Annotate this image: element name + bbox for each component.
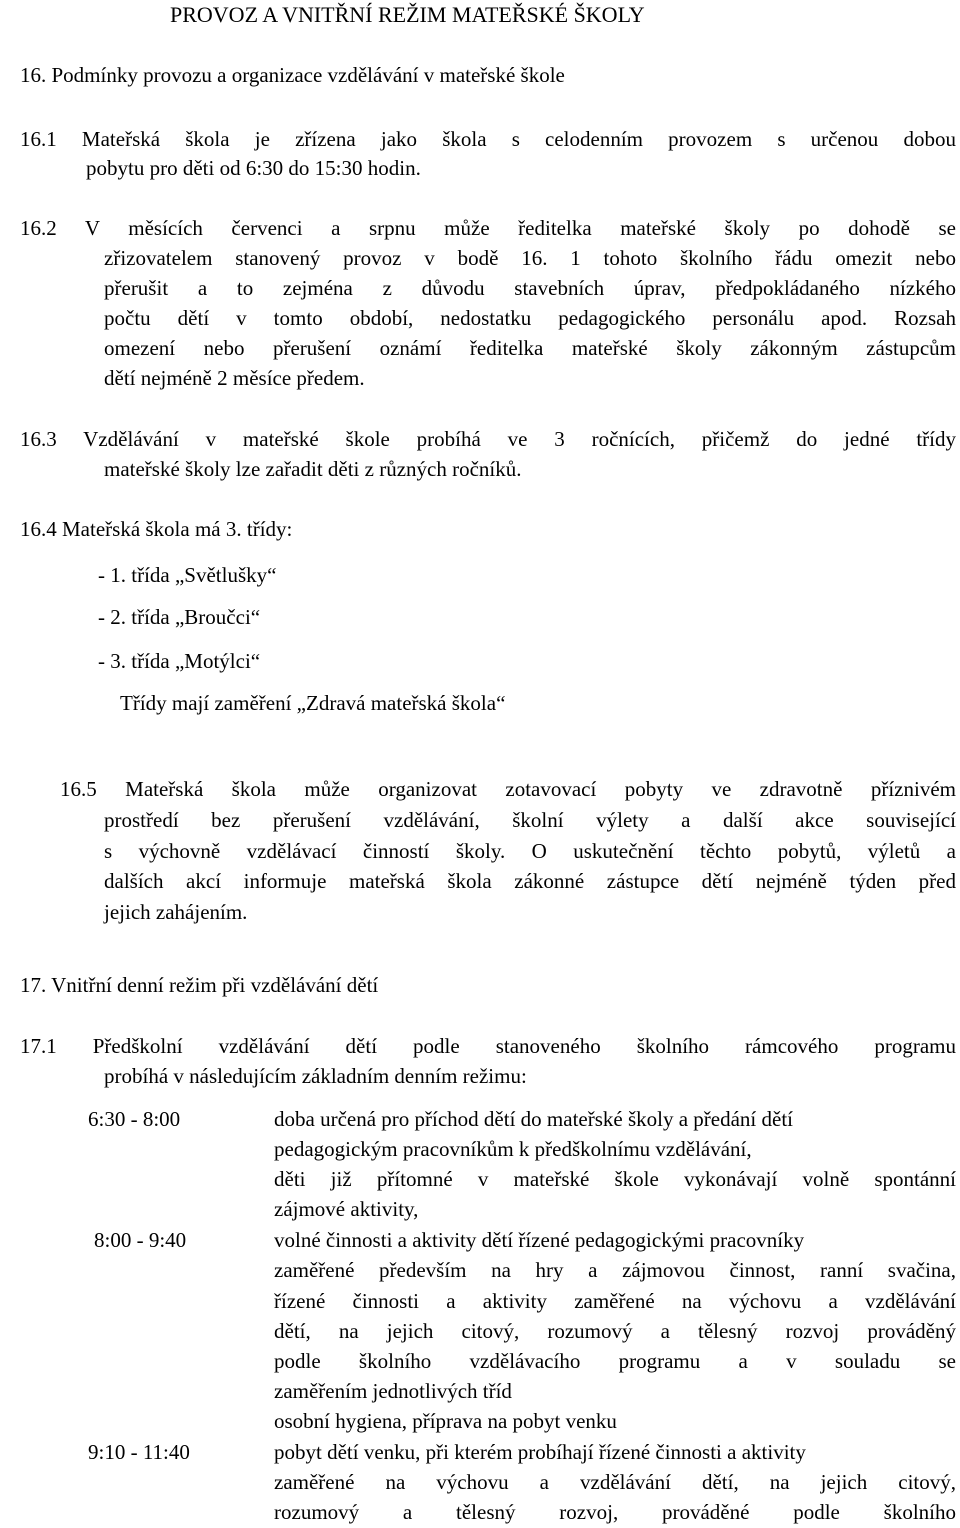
schedule-text-line: rozumový a tělesný rozvoj, prováděné podle školního [274, 1500, 956, 1524]
schedule-text-line: zaměřené především na hry a zájmovou činnost, ranní svačina, [274, 1258, 956, 1282]
paragraph-16-3-line: mateřské školy lze zařadit děti z různých ročníků. [104, 457, 522, 481]
section-17-heading: 17. Vnitřní denní režim při vzdělávání dětí [20, 973, 379, 997]
schedule-text-line: podle školního vzdělávacího programu a v souladu se [274, 1349, 956, 1373]
schedule-text-line: volné činnosti a aktivity dětí řízené pedagogickými pracovníky [274, 1228, 805, 1252]
paragraph-16-2-line: zřizovatelem stanovený provoz v bodě 16. 1 tohoto školního řádu omezit nebo [104, 246, 956, 270]
paragraph-16-2-line: 16.2 V měsících červenci a srpnu může ředitelka mateřské školy po dohodě se [20, 216, 956, 240]
schedule-time: 8:00 - 9:40 [94, 1228, 187, 1252]
paragraph-16-2-line: počtu dětí v tomto období, nedostatku pedagogického personálu apod. Rozsah [104, 306, 956, 330]
class-list-item: - 2. třída „Broučci“ [98, 605, 261, 629]
schedule-text-line: doba určená pro příchod dětí do mateřské školy a předání dětí [274, 1107, 793, 1131]
paragraph-16-2-line: omezení nebo přerušení oznámí ředitelka mateřské školy zákonným zástupcům [104, 336, 956, 360]
schedule-text-line: zájmové aktivity, [274, 1197, 419, 1221]
schedule-text-line: dětí, na jejich citový, rozumový a tělesný rozvoj prováděný [274, 1319, 956, 1343]
paragraph-16-2-line: dětí nejméně 2 měsíce předem. [104, 366, 365, 390]
document-title: PROVOZ A VNITŘNÍ REŽIM MATEŘSKÉ ŠKOLY [170, 2, 645, 27]
paragraph-16-5-line: prostředí bez přerušení vzdělávání, školní výlety a další akce související [104, 808, 956, 832]
class-list-item: - 3. třída „Motýlci“ [98, 649, 261, 673]
paragraph-16-3-line: 16.3 Vzdělávání v mateřské škole probíhá ve 3 ročnících, přičemž do jedné třídy [20, 427, 956, 451]
paragraph-16-4: 16.4 Mateřská škola má 3. třídy: [20, 517, 293, 541]
schedule-text-line: zaměřené na výchovu a vzdělávání dětí, na jejich citový, [274, 1470, 956, 1494]
schedule-text-line: děti již přítomné v mateřské škole vykonávají volně spontánní [274, 1167, 956, 1191]
schedule-text-line: osobní hygiena, příprava na pobyt venku [274, 1409, 617, 1433]
paragraph-16-1-line: 16.1 Mateřská škola je zřízena jako škola s celodenním provozem s určenou dobou [20, 127, 956, 151]
schedule-time: 6:30 - 8:00 [88, 1107, 181, 1131]
class-list-item: - 1. třída „Světlušky“ [98, 563, 277, 587]
schedule-time: 9:10 - 11:40 [88, 1440, 190, 1464]
paragraph-16-5-line: dalších akcí informuje mateřská škola zákonné zástupce dětí nejméně týden před [104, 869, 956, 893]
paragraph-16-2-line: přerušit a to zejména z důvodu stavebních úprav, předpokládaného nízkého [104, 276, 956, 300]
schedule-text-line: pobyt dětí venku, při kterém probíhají řízené činnosti a aktivity [274, 1440, 806, 1464]
paragraph-16-5-line: s výchovně vzdělávací činností školy. O uskutečnění těchto pobytů, výletů a [104, 839, 956, 863]
section-16-heading: 16. Podmínky provozu a organizace vzdělávání v mateřské škole [20, 63, 565, 87]
schedule-text-line: pedagogickým pracovníkům k předškolnímu vzdělávání, [274, 1137, 752, 1161]
paragraph-16-5-line: 16.5 Mateřská škola může organizovat zotavovací pobyty ve zdravotně příznivém [60, 777, 956, 801]
paragraph-17-1-line: probíhá v následujícím základním denním režimu: [104, 1064, 527, 1088]
schedule-text-line: řízené činnosti a aktivity zaměřené na výchovu a vzdělávání [274, 1289, 956, 1313]
schedule-text-line: zaměřením jednotlivých tříd [274, 1379, 512, 1403]
paragraph-17-1-line: 17.1 Předškolní vzdělávání dětí podle stanoveného školního rámcového programu [20, 1034, 956, 1058]
classes-focus: Třídy mají zaměření „Zdravá mateřská škola“ [120, 691, 506, 715]
paragraph-16-1-line: pobytu pro děti od 6:30 do 15:30 hodin. [86, 156, 421, 180]
paragraph-16-5-line: jejich zahájením. [104, 900, 248, 924]
